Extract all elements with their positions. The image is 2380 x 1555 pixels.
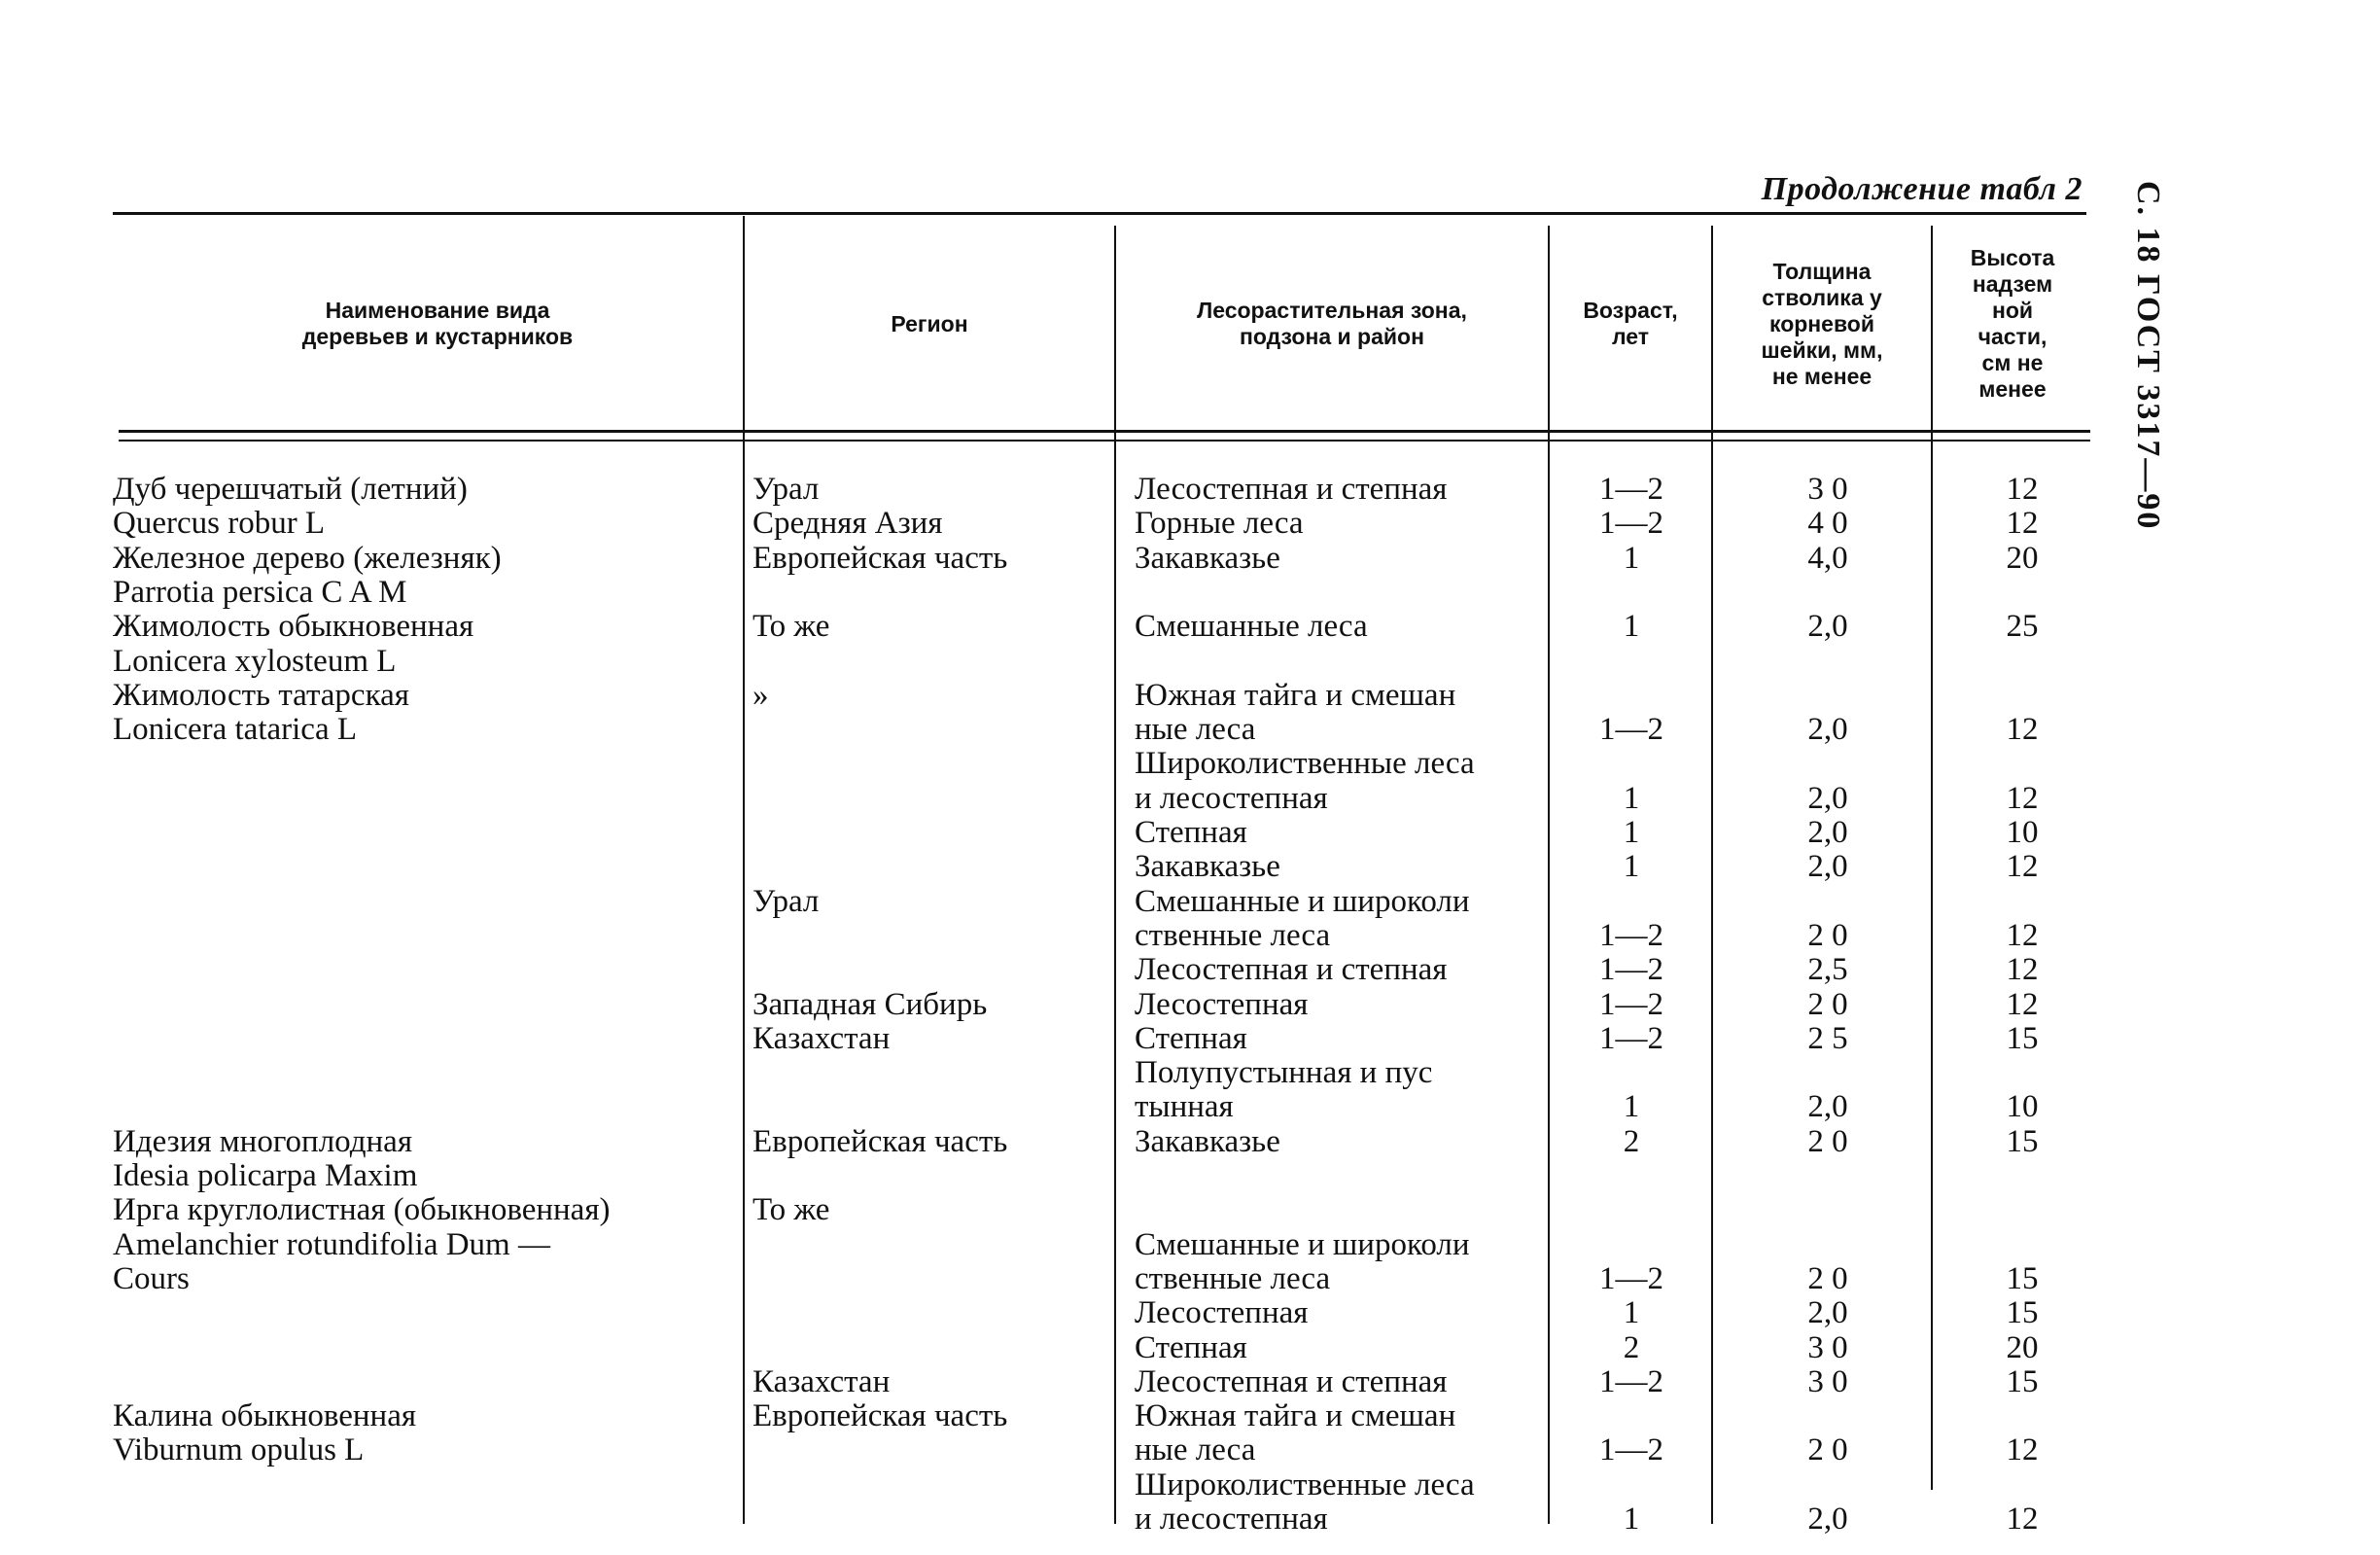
height-cell: 15 (2006, 1020, 2039, 1056)
table-top-rule (113, 212, 2086, 215)
table-row (0, 473, 2380, 507)
table-row (0, 782, 2380, 816)
height-cell: 12 (2006, 849, 2039, 885)
zone-cell: Горные леса (1135, 506, 1304, 542)
height-cell: 12 (2006, 780, 2039, 816)
age-cell: 1—2 (1599, 472, 1663, 507)
thickness-cell: 4 0 (1807, 506, 1848, 542)
table-row (0, 542, 2380, 576)
age-cell: 1—2 (1599, 1260, 1663, 1296)
region-cell: Европейская часть (752, 540, 1008, 576)
table-row (0, 1296, 2380, 1330)
region-cell: То же (752, 1192, 830, 1228)
table-row (0, 507, 2380, 541)
table-row (0, 1022, 2380, 1056)
zone-cell: Смешанные и широколи (1135, 1226, 1470, 1262)
header-bottom-rule-1 (119, 430, 2090, 433)
age-cell: 1—2 (1599, 952, 1663, 988)
thickness-cell: 2,0 (1807, 849, 1848, 885)
table-row (0, 679, 2380, 713)
age-cell: 1 (1623, 849, 1640, 885)
table-row (0, 1262, 2380, 1296)
region-cell: Казахстан (752, 1020, 891, 1056)
age-cell: 1—2 (1599, 986, 1663, 1022)
zone-cell: Широколиственные леса (1135, 1467, 1475, 1502)
table-row (0, 850, 2380, 884)
zone-cell: ственные леса (1135, 1260, 1331, 1296)
thickness-cell: 2 0 (1807, 917, 1848, 953)
species-cell: Дуб черешчатый (летний) (113, 472, 468, 507)
height-cell: 15 (2006, 1123, 2039, 1159)
zone-cell: Лесостепная (1135, 986, 1309, 1022)
species-cell: Lonicera tatarica L (113, 712, 357, 748)
species-cell: Калина обыкновенная (113, 1398, 417, 1434)
age-cell: 1—2 (1599, 1432, 1663, 1468)
zone-cell: ные леса (1135, 1432, 1256, 1468)
species-cell: Quercus robur L (113, 506, 326, 542)
age-cell: 1—2 (1599, 1020, 1663, 1056)
height-cell: 12 (2006, 986, 2039, 1022)
zone-cell: Лесостепная и степная (1135, 472, 1448, 507)
height-cell: 15 (2006, 1363, 2039, 1399)
age-cell: 1—2 (1599, 1363, 1663, 1399)
height-cell: 12 (2006, 472, 2039, 507)
thickness-cell: 2 0 (1807, 1432, 1848, 1468)
zone-cell: Лесостепная и степная (1135, 1363, 1448, 1399)
species-cell: Viburnum opulus L (113, 1432, 365, 1468)
age-cell: 1 (1623, 1295, 1640, 1331)
header-age: Возраст, лет (1583, 298, 1678, 349)
height-cell: 12 (2006, 1502, 2039, 1537)
table-row (0, 919, 2380, 953)
zone-cell: Степная (1135, 1329, 1247, 1365)
zone-cell: Широколиственные леса (1135, 746, 1475, 782)
age-cell: 1 (1623, 609, 1640, 645)
region-cell: То же (752, 609, 830, 645)
table-row (0, 1365, 2380, 1399)
thickness-cell: 2,0 (1807, 780, 1848, 816)
table-row (0, 953, 2380, 987)
table-row (0, 1056, 2380, 1090)
height-cell: 15 (2006, 1295, 2039, 1331)
table-row (0, 885, 2380, 919)
species-cell: Parrotia persica C A M (113, 574, 407, 610)
height-cell: 10 (2006, 1089, 2039, 1125)
species-cell: Жимолость татарская (113, 677, 409, 713)
page-side-header: С. 18 ГОСТ 3317—90 (2130, 181, 2166, 531)
thickness-cell: 2,0 (1807, 712, 1848, 748)
table-row (0, 1125, 2380, 1159)
table-row (0, 1433, 2380, 1467)
thickness-cell: 4,0 (1807, 540, 1848, 576)
height-cell: 15 (2006, 1260, 2039, 1296)
height-cell: 12 (2006, 1432, 2039, 1468)
height-cell: 20 (2006, 540, 2039, 576)
header-species: Наименование вида деревьев и кустарников (301, 298, 574, 349)
table-row (0, 988, 2380, 1022)
table-row (0, 610, 2380, 644)
height-cell: 20 (2006, 1329, 2039, 1365)
zone-cell: и лесостепная (1135, 1502, 1328, 1537)
zone-cell: Южная тайга и смешан (1135, 677, 1456, 713)
table-row (0, 816, 2380, 850)
age-cell: 2 (1623, 1329, 1640, 1365)
thickness-cell: 2 0 (1807, 986, 1848, 1022)
thickness-cell: 3 0 (1807, 472, 1848, 507)
zone-cell: Степная (1135, 815, 1247, 850)
species-cell: Жимолость обыкновенная (113, 609, 474, 645)
region-cell: Западная Сибирь (752, 986, 988, 1022)
age-cell: 1 (1623, 540, 1640, 576)
table-row (0, 713, 2380, 747)
zone-cell: и лесостепная (1135, 780, 1328, 816)
thickness-cell: 3 0 (1807, 1363, 1848, 1399)
thickness-cell: 2,0 (1807, 1295, 1848, 1331)
zone-cell: Степная (1135, 1020, 1247, 1056)
table-row (0, 1468, 2380, 1502)
header-bottom-rule-2 (119, 440, 2090, 442)
age-cell: 2 (1623, 1123, 1640, 1159)
species-cell: Idesia policarpa Maxim (113, 1158, 418, 1193)
height-cell: 12 (2006, 712, 2039, 748)
region-cell: Урал (752, 883, 820, 919)
thickness-cell: 2,5 (1807, 952, 1848, 988)
region-cell: » (752, 677, 769, 713)
zone-cell: Лесостепная и степная (1135, 952, 1448, 988)
zone-cell: тынная (1135, 1089, 1234, 1125)
table-row (0, 1399, 2380, 1433)
table-row (0, 747, 2380, 781)
thickness-cell: 2 0 (1807, 1123, 1848, 1159)
header-height: Высота надзем ной части, см не менее (1970, 245, 2055, 402)
region-cell: Казахстан (752, 1363, 891, 1399)
region-cell: Урал (752, 472, 820, 507)
age-cell: 1—2 (1599, 712, 1663, 748)
zone-cell: Закавказье (1135, 1123, 1280, 1159)
age-cell: 1—2 (1599, 506, 1663, 542)
zone-cell: Смешанные и широколи (1135, 883, 1470, 919)
species-cell: Идезия многоплодная (113, 1123, 413, 1159)
zone-cell: Лесостепная (1135, 1295, 1309, 1331)
height-cell: 25 (2006, 609, 2039, 645)
zone-cell: Закавказье (1135, 540, 1280, 576)
zone-cell: Закавказье (1135, 849, 1280, 885)
species-cell: Amelanchier rotundifolia Dum — (113, 1226, 550, 1262)
species-cell: Ирга круглолистная (обыкновенная) (113, 1192, 611, 1228)
age-cell: 1 (1623, 1502, 1640, 1537)
species-cell: Lonicera xylosteum L (113, 643, 397, 679)
header-zone: Лесорастительная зона, подзона и район (1197, 298, 1467, 349)
table-row (0, 1193, 2380, 1227)
table-row (0, 1090, 2380, 1124)
region-cell: Средняя Азия (752, 506, 943, 542)
table-row (0, 645, 2380, 679)
zone-cell: Смешанные леса (1135, 609, 1368, 645)
thickness-cell: 2,0 (1807, 1089, 1848, 1125)
thickness-cell: 2,0 (1807, 1502, 1848, 1537)
region-cell: Европейская часть (752, 1398, 1008, 1434)
zone-cell: Полупустынная и пус (1135, 1055, 1433, 1091)
thickness-cell: 2 5 (1807, 1020, 1848, 1056)
table-row (0, 1228, 2380, 1262)
region-cell: Европейская часть (752, 1123, 1008, 1159)
species-cell: Cours (113, 1260, 190, 1296)
table-row (0, 1331, 2380, 1365)
age-cell: 1—2 (1599, 917, 1663, 953)
header-region: Регион (891, 310, 968, 336)
thickness-cell: 3 0 (1807, 1329, 1848, 1365)
height-cell: 12 (2006, 506, 2039, 542)
zone-cell: ственные леса (1135, 917, 1331, 953)
height-cell: 12 (2006, 917, 2039, 953)
table-row (0, 576, 2380, 610)
table-row (0, 1502, 2380, 1537)
thickness-cell: 2,0 (1807, 609, 1848, 645)
zone-cell: ные леса (1135, 712, 1256, 748)
height-cell: 10 (2006, 815, 2039, 850)
age-cell: 1 (1623, 1089, 1640, 1125)
thickness-cell: 2 0 (1807, 1260, 1848, 1296)
zone-cell: Южная тайга и смешан (1135, 1398, 1456, 1434)
age-cell: 1 (1623, 815, 1640, 850)
table-row (0, 1159, 2380, 1193)
height-cell: 12 (2006, 952, 2039, 988)
header-thickness: Толщина стволика у корневой шейки, мм, не менее (1761, 258, 1883, 389)
continuation-label: Продолжение табл 2 (1761, 171, 2082, 207)
age-cell: 1 (1623, 780, 1640, 816)
thickness-cell: 2,0 (1807, 815, 1848, 850)
species-cell: Железное дерево (железняк) (113, 540, 502, 576)
